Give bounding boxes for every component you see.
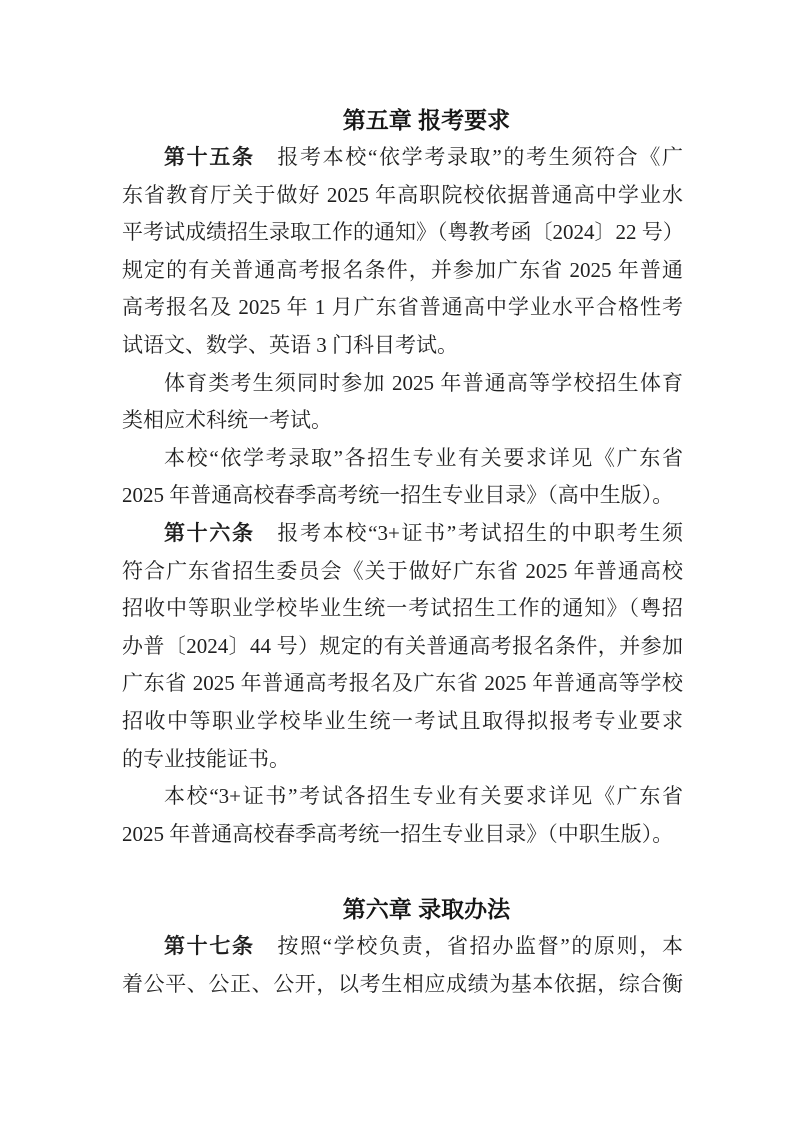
text-line: 本校“依学考录取”各招生专业有关要求详见《广东省 bbox=[164, 445, 683, 470]
text-line: 规定的有关普通高考报名条件，并参加广东省 2025 年普通 bbox=[122, 257, 683, 282]
text-run: 报考本校“依学考录取”的考生须符合《广 bbox=[254, 145, 684, 169]
catalog-highschool-paragraph bbox=[122, 440, 683, 515]
page-content bbox=[122, 101, 683, 1003]
text-line: 类相应术科统一考试。 bbox=[122, 408, 332, 433]
article-16-paragraph bbox=[122, 515, 683, 778]
text-line: 招收中等职业学校毕业生统一考试且取得拟报考专业要求 bbox=[122, 708, 683, 733]
sports-exam-paragraph bbox=[122, 365, 683, 440]
text-line bbox=[122, 139, 683, 177]
article-17-label: 第十七条 bbox=[164, 934, 255, 959]
article-15-label: 第十五条 bbox=[164, 145, 255, 169]
text-line: 2025 年普通高校春季高考统一招生专业目录》（高中生版）。 bbox=[122, 483, 674, 508]
text-line bbox=[122, 515, 683, 553]
text-line: 本校“3+证书”考试各招生专业有关要求详见《广东省 bbox=[164, 784, 683, 809]
text-line: 符合广东省招生委员会《关于做好广东省 2025 年普通高校 bbox=[122, 558, 683, 583]
text-line: 2025 年普通高校春季高考统一招生专业目录》（中职生版）。 bbox=[122, 821, 674, 846]
text-line: 办普〔2024〕44 号）规定的有关普通高考报名条件，并参加 bbox=[122, 633, 683, 658]
text-line bbox=[122, 928, 683, 966]
catalog-vocational-paragraph bbox=[122, 778, 683, 853]
text-line: 招收中等职业学校毕业生统一考试招生工作的通知》（粤招 bbox=[122, 596, 683, 621]
text-line: 东省教育厅关于做好 2025 年高职院校依据普通高中学业水 bbox=[122, 182, 683, 207]
text-run: 按照“学校负责，省招办监督”的原则，本 bbox=[254, 934, 684, 959]
text-line: 的专业技能证书。 bbox=[122, 746, 290, 771]
text-line: 着公平、公正、公开，以考生相应成绩为基本依据，综合衡 bbox=[122, 971, 683, 996]
article-16-label: 第十六条 bbox=[164, 520, 255, 545]
text-line: 高考报名及 2025 年 1 月广东省普通高中学业水平合格性考 bbox=[122, 295, 683, 320]
article-17-paragraph bbox=[122, 928, 683, 1003]
text-line: 平考试成绩招生录取工作的通知》（粤教考函〔2024〕22 号） bbox=[122, 220, 684, 245]
chapter5-heading: 第五章 报考要求 bbox=[342, 107, 511, 133]
text-line: 体育类考生须同时参加 2025 年普通高等学校招生体育 bbox=[164, 370, 683, 395]
text-line: 广东省 2025 年普通高考报名及广东省 2025 年普通高等学校 bbox=[122, 671, 683, 696]
chapter6-heading: 第六章 录取办法 bbox=[342, 896, 511, 923]
article-15-paragraph bbox=[122, 139, 683, 365]
text-line: 试语文、数学、英语 3 门科目考试。 bbox=[122, 332, 458, 357]
text-run: 报考本校“3+证书”考试招生的中职考生须 bbox=[254, 520, 684, 545]
